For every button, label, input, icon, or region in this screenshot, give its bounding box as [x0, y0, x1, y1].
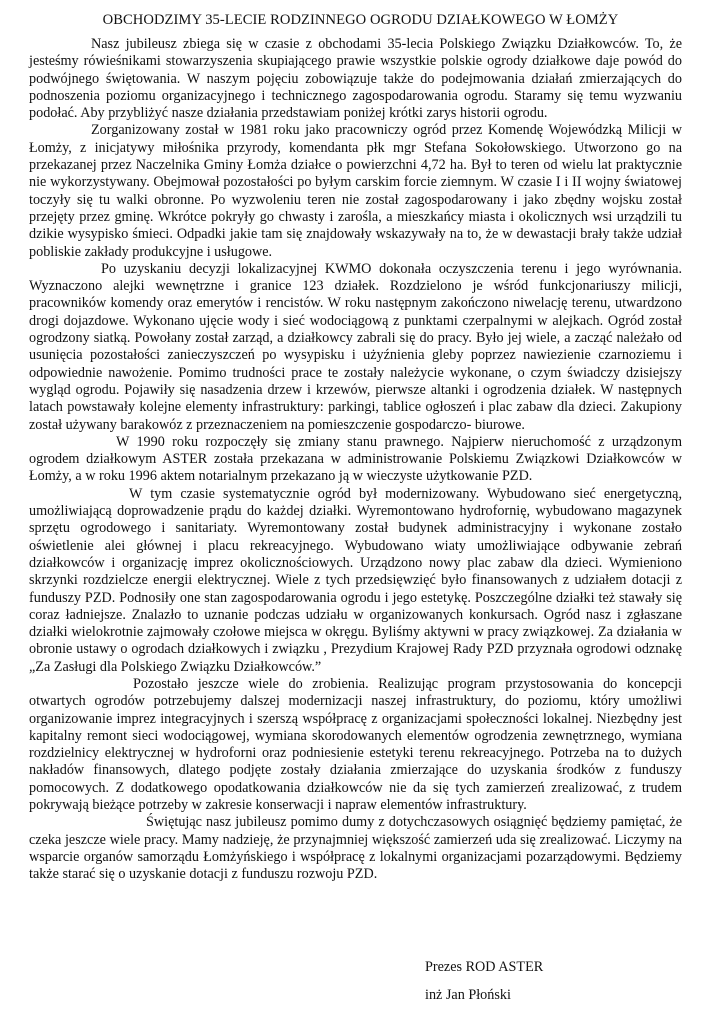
- paragraph-history-development: Po uzyskaniu decyzji lokalizacyjnej KWMO dokonała oczyszczenia terenu i jego wyrównania. Wyznaczono alejki wewnętrzne i granice 123 działek. Rozdzielono je wśród funkcjonariuszy milicji, pracowników komendy oraz emerytów i rencistów. W roku następnym zakończono niwelację terenu, utwardzono drogi dojazdowe. Wykonano ujęcie wody i sieć wodociągową z punktami czerpalnymi w alejkach. Ogród został ogrodzony siatką. Powołany został zarząd, a działkowcy zabrali się do pracy. Było jej wiele, a zacząć należało od usunięcia pozostałości zanieczyszczeń po wysypisku i użyźnienia gleby poprzez nawiezienie czarnoziemu i odpowiednie nawożenie. Pomimo trudności prace te zostały należycie wykonane, o czym świadczy dzisiejszy wygląd ogrodu. Pojawiły się nasadzenia drzew i krzewów, pierwsze altanki i ogrodzenia działek. W następnych latach powstawały kolejne elementy infrastruktury: parkingi, tablice ogłoszeń i plac zabaw dla dzieci. Zakupiony został używany barakowóz z przeznaczeniem na pomieszczenie gospodarczo- biurowe.: [29, 260, 682, 433]
- document-page: [29, 12, 682, 884]
- paragraph-intro: Nasz jubileusz zbiega się w czasie z obchodami 35-lecia Polskiego Związku Działkowców. To, że jesteśmy rówieśnikami stowarzyszenia skupiającego prawie wszystkie polskie ogrody działkowe daje powód do podwójnego świętowania. W naszym pojęciu zobowiązuje także do podejmowania działań zmierzających do podnoszenia poziomu organizacyjnego i technicznego zagospodarowania ogrodu. Staramy się temu wyzwaniu podołać. Aby przybliżyć nasze działania przedstawiam poniżej krótki zarys historii ogrodu.: [29, 36, 682, 122]
- signature-role: Prezes ROD ASTER: [425, 959, 544, 975]
- document-body: [29, 36, 682, 884]
- paragraph-history-founding: Zorganizowany został w 1981 roku jako pracowniczy ogród przez Komendę Wojewódzką Milicji w Łomży, z inicjatywy miłośnika przyrody, komendanta płk mgr Stefana Sokołowskiego. Utworzono go na przekazanej przez Naczelnika Gminy Łomża działce o powierzchni 4,72 ha. Był to teren od wielu lat praktycznie nie wykorzystywany. Obejmował pozostałości po byłym carskim forcie ziemnym. W czasie I i II wojny światowej toczyły się tu walki obronne. Po wyzwoleniu teren nie został zagospodarowany i jako zbędny wojsku został przejęty przez gminę. Wkrótce pokryły go chwasty i zarośla, a mieszkańcy miasta i okolicznych wsi urządzili tu dzikie wysypisko śmieci. Odpadki jakie tam się znajdowały wskazywały na to, że w dewastacji brały także udział pobliskie zakłady produkcyjne i usługowe.: [29, 122, 682, 260]
- signature-name: inż Jan Płoński: [425, 987, 511, 1003]
- document-title: OBCHODZIMY 35-LECIE RODZINNEGO OGRODU DZIAŁKOWEGO W ŁOMŻY: [102, 12, 619, 28]
- paragraph-modernization: W tym czasie systematycznie ogród był modernizowany. Wybudowano sieć energetyczną, umożliwiającą doprowadzenie prądu do każdej działki. Wyremontowano hydrofornię, wybudowano magazynek sprzętu ogrodowego i sanitariaty. Wyremontowany został budynek administracyjny i wykonane zostało oświetlenie alei głównej i placu rekreacyjnego. Wybudowano wiaty umożliwiające odbywanie zebrań działkowców i organizację imprez okolicznościowych. Urządzono nowy plac zabaw dla dzieci. Wymieniono skrzynki rozdzielcze energii elektrycznej. Wiele z tych przedsięwzięć było finansowanych z udziałem dotacji z funduszy PZD. Podnosiły one stan zagospodarowania ogrodu i jego estetykę. Poszczególne działki też stawały się coraz ładniejsze. Znalazło to uznanie podczas udziału w organizowanych konkursach. Ogród nasz i zgłaszane działki wielokrotnie zajmowały czołowe miejsca w okręgu. Byliśmy aktywni w pracy związkowej. Za działania w obronie ustawy o ogrodach działkowych i związku , Prezydium Krajowej Rady PZD przyznała ogrodowi odznakę „Za Zasługi dla Polskiego Związku Działkowców.”: [29, 485, 682, 675]
- paragraph-closing: Świętując nasz jubileusz pomimo dumy z dotychczasowych osiągnięć będziemy pamiętać, że czeka jeszcze wiele pracy. Mamy nadzieję, że przynajmniej większość zamierzeń uda się zrealizować. Liczymy na wsparcie organów samorządu Łomżyńskiego i współpracę z lokalnymi organizacjami pozarządowymi. Będziemy także starać się o uzyskanie dotacji z funduszu rozwoju PZD.: [29, 814, 682, 883]
- paragraph-future-plans: Pozostało jeszcze wiele do zrobienia. Realizując program przystosowania do koncepcji otwartych ogrodów potrzebujemy dalszej modernizacji naszej infrastruktury, do poziomu, który umożliwi organizowanie imprez integracyjnych i szerszą współpracę z organizacjami społeczności lokalnej. Niezbędny jest kapitalny remont sieci wodociągowej, wymiana skorodowanych elementów ogrodzenia zewnętrznego, wymiana rozdzielnicy elektrycznej w hydroforni oraz podniesienie estetyki terenu rekreacyjnego. Potrzeba na to dużych nakładów finansowych, dlatego podjęte zostały działania zmierzające do uzyskania środków z funduszy pomocowych. Z dodatkowego opodatkowania działkowców nie da się tych zamierzeń zrealizować, z trudem pokrywają bieżące potrzeby w zakresie konserwacji i napraw elementów infrastruktury.: [29, 675, 682, 814]
- paragraph-legal-status: W 1990 roku rozpoczęły się zmiany stanu prawnego. Najpierw nieruchomość z urządzonym ogrodem działkowym ASTER została przekazana w administrowanie Polskiemu Związkowi Działkowców w Łomży, a w roku 1996 aktem notarialnym przekazano ją w wieczyste użytkowanie PZD.: [29, 433, 682, 485]
